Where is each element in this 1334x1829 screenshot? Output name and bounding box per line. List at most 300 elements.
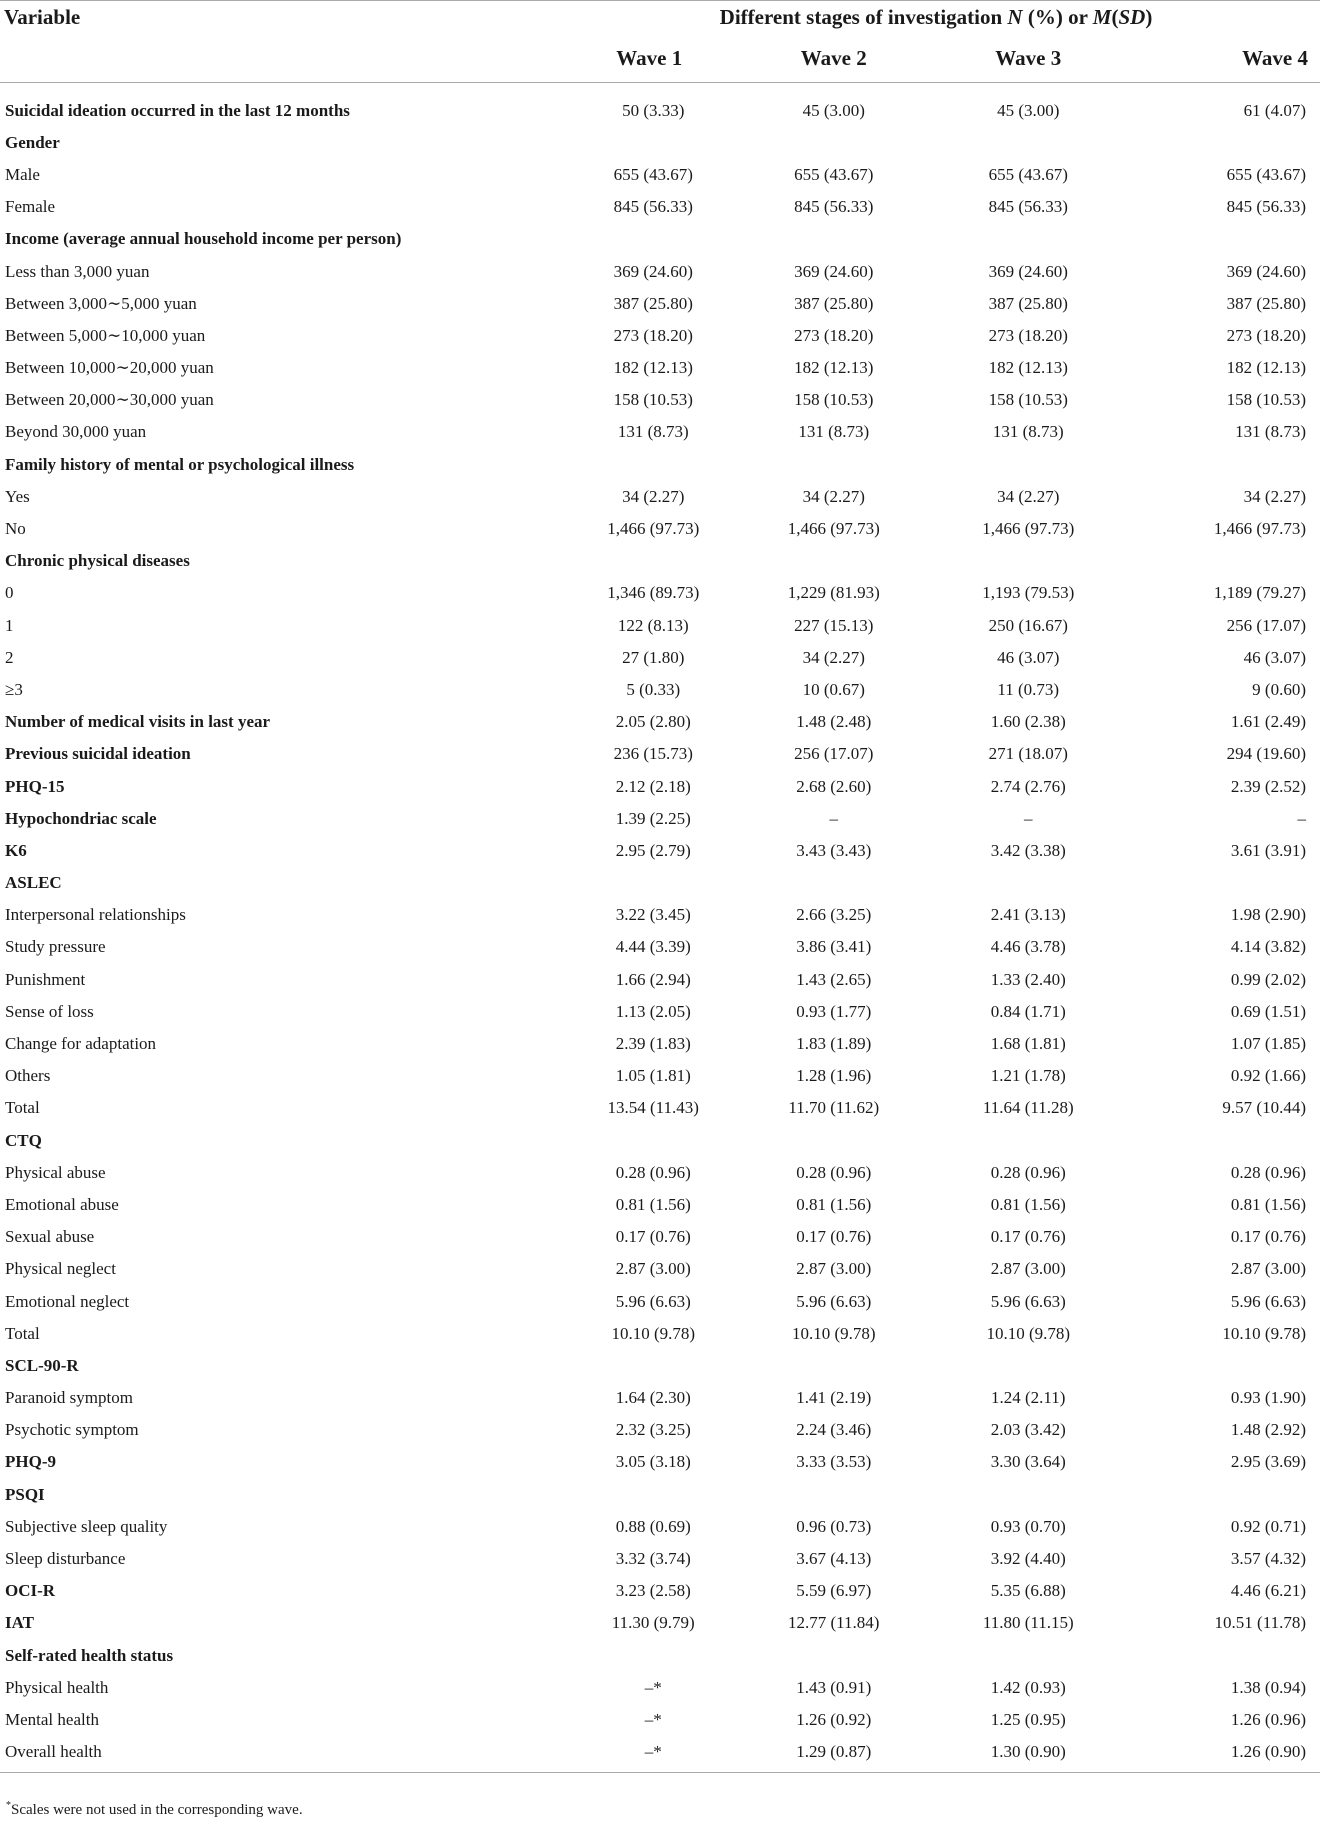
row-label: Family history of mental or psychological illness: [5, 454, 355, 474]
cell-wave-4: 1.07 (1.85): [1230, 1034, 1306, 1054]
cell-wave-4: 0.99 (2.02): [1230, 969, 1306, 989]
row-label: Sense of loss: [5, 1001, 94, 1021]
row-label: Punishment: [5, 969, 86, 989]
cell-wave-2: 131 (8.73): [798, 422, 870, 442]
row-label: Chronic physical diseases: [5, 551, 190, 571]
cell-wave-3: 273 (18.20): [988, 325, 1068, 345]
table-row: [0, 931, 1320, 963]
footnote-text: Scales were not used in the corresponding wave.: [11, 1802, 303, 1818]
cell-wave-3: [931, 867, 1126, 899]
cell-wave-2: 1,466 (97.73): [787, 519, 880, 539]
table-row: [0, 577, 1320, 609]
table-row: [0, 1028, 1320, 1060]
cell-wave-1: [542, 1479, 737, 1511]
row-label: 0: [5, 583, 14, 603]
cell-wave-1: [542, 223, 737, 255]
cell-wave-3: 1.25 (0.95): [990, 1709, 1066, 1729]
cell-wave-2: 34 (2.27): [802, 486, 865, 506]
cell-wave-1: 5.96 (6.63): [615, 1291, 691, 1311]
cell-wave-1: 2.12 (2.18): [615, 776, 691, 796]
cell-wave-3: 1.68 (1.81): [990, 1034, 1066, 1054]
cell-wave-3: 2.87 (3.00): [990, 1259, 1066, 1279]
cell-wave-4: 3.61 (3.91): [1230, 840, 1306, 860]
row-label: Physical abuse: [5, 1162, 106, 1182]
table-row: [0, 610, 1320, 642]
table-row: [0, 964, 1320, 996]
cell-wave-1: 1.05 (1.81): [615, 1066, 691, 1086]
cell-wave-1: –*: [644, 1709, 662, 1729]
cell-wave-4: 0.92 (1.66): [1230, 1066, 1306, 1086]
cell-wave-3: 3.92 (4.40): [990, 1549, 1066, 1569]
cell-wave-4: 273 (18.20): [1226, 325, 1306, 345]
cell-wave-3: 0.93 (0.70): [990, 1516, 1066, 1536]
cell-wave-2: 2.66 (3.25): [796, 905, 872, 925]
cell-wave-3: 0.17 (0.76): [990, 1227, 1066, 1247]
table-row: [0, 1285, 1320, 1317]
cell-wave-4: 0.92 (0.71): [1230, 1516, 1306, 1536]
table-row: [0, 899, 1320, 931]
cell-wave-3: 655 (43.67): [988, 164, 1068, 184]
row-label: Paranoid symptom: [5, 1388, 133, 1408]
table-row: [0, 191, 1320, 223]
table-row: [0, 706, 1320, 738]
cell-wave-2: 5.96 (6.63): [796, 1291, 872, 1311]
cell-wave-1: 122 (8.13): [617, 615, 689, 635]
cell-wave-2: 2.87 (3.00): [796, 1259, 872, 1279]
cell-wave-3: 46 (3.07): [997, 647, 1060, 667]
cell-wave-4: 0.17 (0.76): [1230, 1227, 1306, 1247]
cell-wave-1: 2.05 (2.80): [615, 712, 691, 732]
row-label: Suicidal ideation occurred in the last 12 months: [5, 100, 350, 120]
cell-wave-2: 1.28 (1.96): [796, 1066, 872, 1086]
cell-wave-4: 1.48 (2.92): [1230, 1420, 1306, 1440]
cell-wave-4: 3.57 (4.32): [1230, 1549, 1306, 1569]
row-label: Between 10,000∼20,000 yuan: [5, 358, 214, 378]
cell-wave-1: 34 (2.27): [622, 486, 685, 506]
table-row: [0, 674, 1320, 706]
cell-wave-4: 10.10 (9.78): [1222, 1323, 1306, 1343]
table-row: [0, 352, 1320, 384]
cell-wave-3: [931, 449, 1126, 481]
cell-wave-1: 158 (10.53): [613, 390, 693, 410]
cell-wave-2: 1.48 (2.48): [796, 712, 872, 732]
row-label: CTQ: [5, 1130, 42, 1150]
row-label: No: [5, 519, 26, 539]
cell-wave-3: –: [1024, 808, 1033, 828]
cell-wave-1: –*: [644, 1742, 662, 1762]
cell-wave-1: 131 (8.73): [617, 422, 689, 442]
table-row: [0, 513, 1320, 545]
table-row: [0, 1125, 1320, 1157]
cell-wave-2: 0.96 (0.73): [796, 1516, 872, 1536]
cell-wave-4: [1126, 867, 1321, 899]
cell-wave-2: 10 (0.67): [802, 679, 865, 699]
cell-wave-4: 0.28 (0.96): [1230, 1162, 1306, 1182]
cell-wave-3: 11 (0.73): [997, 679, 1060, 699]
cell-wave-3: [931, 1479, 1126, 1511]
wave-2-header: Wave 2: [737, 35, 932, 83]
table-row: [0, 545, 1320, 577]
wave-3-header: Wave 3: [931, 35, 1126, 83]
cell-wave-4: 9 (0.60): [1252, 679, 1306, 699]
row-label: Hypochondriac scale: [5, 808, 157, 828]
body-spacer: [0, 83, 1320, 95]
cell-wave-4: 2.39 (2.52): [1230, 776, 1306, 796]
row-label: 1: [5, 615, 14, 635]
cell-wave-4: 4.46 (6.21): [1230, 1581, 1306, 1601]
table-row: [0, 1414, 1320, 1446]
cell-wave-1: 3.22 (3.45): [615, 905, 691, 925]
cell-wave-4: [1126, 449, 1321, 481]
cell-wave-3: [931, 1640, 1126, 1672]
row-label: Less than 3,000 yuan: [5, 261, 150, 281]
cell-wave-2: 369 (24.60): [794, 261, 874, 281]
cell-wave-1: 2.95 (2.79): [615, 840, 691, 860]
row-label: Others: [5, 1066, 51, 1086]
table-row: [0, 1157, 1320, 1189]
table-row: [0, 320, 1320, 352]
table-row: [0, 1350, 1320, 1382]
cell-wave-1: 11.30 (9.79): [611, 1613, 695, 1633]
table-row: [0, 1575, 1320, 1607]
cell-wave-2: 1.43 (2.65): [796, 969, 872, 989]
cell-wave-1: 3.05 (3.18): [615, 1452, 691, 1472]
variable-column-header: Variable: [0, 1, 542, 35]
cell-wave-1: 50 (3.33): [622, 100, 685, 120]
cell-wave-3: 1.42 (0.93): [990, 1677, 1066, 1697]
cell-wave-3: 11.80 (11.15): [982, 1613, 1074, 1633]
cell-wave-3: 0.28 (0.96): [990, 1162, 1066, 1182]
table-row: [0, 481, 1320, 513]
cell-wave-3: 387 (25.80): [988, 293, 1068, 313]
cell-wave-2: [737, 1350, 932, 1382]
row-label: Physical health: [5, 1677, 109, 1697]
cell-wave-2: [737, 1479, 932, 1511]
cell-wave-3: [931, 223, 1126, 255]
cell-wave-1: [542, 127, 737, 159]
cell-wave-4: [1126, 1479, 1321, 1511]
table-row: [0, 1221, 1320, 1253]
cell-wave-4: [1126, 127, 1321, 159]
cell-wave-1: [542, 1125, 737, 1157]
cell-wave-3: 1.21 (1.78): [990, 1066, 1066, 1086]
table-body: [0, 83, 1320, 1769]
cell-wave-1: 3.32 (3.74): [615, 1549, 691, 1569]
table-row: [0, 1704, 1320, 1736]
cell-wave-4: 2.95 (3.69): [1230, 1452, 1306, 1472]
row-label: Female: [5, 197, 56, 217]
footnote: [6, 1802, 303, 1819]
table-row: [0, 127, 1320, 159]
cell-wave-1: [542, 1640, 737, 1672]
row-label: Physical neglect: [5, 1259, 116, 1279]
cell-wave-2: 2.24 (3.46): [796, 1420, 872, 1440]
cell-wave-2: [737, 223, 932, 255]
cell-wave-2: 1,229 (81.93): [787, 583, 880, 603]
cell-wave-2: 182 (12.13): [794, 358, 874, 378]
cell-wave-1: 1.64 (2.30): [615, 1388, 691, 1408]
cell-wave-1: 27 (1.80): [622, 647, 685, 667]
cell-wave-3: 158 (10.53): [988, 390, 1068, 410]
cell-wave-1: 13.54 (11.43): [607, 1098, 699, 1118]
cell-wave-2: 1.43 (0.91): [796, 1677, 872, 1697]
cell-wave-4: 46 (3.07): [1243, 647, 1306, 667]
cell-wave-1: 4.44 (3.39): [615, 937, 691, 957]
table-row: [0, 803, 1320, 835]
cell-wave-2: 256 (17.07): [794, 744, 874, 764]
cell-wave-1: 5 (0.33): [626, 679, 681, 699]
cell-wave-2: [737, 449, 932, 481]
wave-1-header: Wave 1: [542, 35, 737, 83]
cell-wave-1: –*: [644, 1677, 662, 1697]
cell-wave-1: 182 (12.13): [613, 358, 693, 378]
footnote-marker: *: [6, 1800, 11, 1811]
cell-wave-4: 845 (56.33): [1226, 197, 1306, 217]
cell-wave-4: 1.61 (2.49): [1230, 712, 1306, 732]
cell-wave-4: 5.96 (6.63): [1230, 1291, 1306, 1311]
table-row: [0, 1672, 1320, 1704]
cell-wave-1: 0.28 (0.96): [615, 1162, 691, 1182]
row-label: Total: [5, 1323, 40, 1343]
cell-wave-2: 3.67 (4.13): [796, 1549, 872, 1569]
cell-wave-4: 0.81 (1.56): [1230, 1194, 1306, 1214]
cell-wave-1: [542, 545, 737, 577]
cell-wave-3: [931, 1350, 1126, 1382]
cell-wave-4: [1126, 1350, 1321, 1382]
cell-wave-4: 9.57 (10.44): [1222, 1098, 1306, 1118]
cell-wave-2: 2.68 (2.60): [796, 776, 872, 796]
cell-wave-1: 2.87 (3.00): [615, 1259, 691, 1279]
cell-wave-2: [737, 545, 932, 577]
row-label: K6: [5, 840, 27, 860]
cell-wave-1: 655 (43.67): [613, 164, 693, 184]
row-label: Sleep disturbance: [5, 1549, 126, 1569]
cell-wave-3: [931, 127, 1126, 159]
row-label: Subjective sleep quality: [5, 1516, 168, 1536]
cell-wave-2: 158 (10.53): [794, 390, 874, 410]
cell-wave-1: [542, 1350, 737, 1382]
cell-wave-2: 273 (18.20): [794, 325, 874, 345]
cell-wave-4: [1126, 1640, 1321, 1672]
cell-wave-4: 294 (19.60): [1226, 744, 1306, 764]
cell-wave-1: 1,346 (89.73): [607, 583, 700, 603]
cell-wave-2: 0.93 (1.77): [796, 1001, 872, 1021]
cell-wave-2: [737, 127, 932, 159]
table-row: [0, 1640, 1320, 1672]
cell-wave-3: 845 (56.33): [988, 197, 1068, 217]
cell-wave-1: 236 (15.73): [613, 744, 693, 764]
table-row: [0, 416, 1320, 448]
cell-wave-1: 845 (56.33): [613, 197, 693, 217]
cell-wave-3: 182 (12.13): [988, 358, 1068, 378]
wave-4-header: Wave 4: [1126, 35, 1321, 83]
cell-wave-3: 0.81 (1.56): [990, 1194, 1066, 1214]
cell-wave-2: 5.59 (6.97): [796, 1581, 872, 1601]
cell-wave-4: 131 (8.73): [1235, 422, 1306, 442]
cell-wave-2: 3.43 (3.43): [796, 840, 872, 860]
cell-wave-3: 45 (3.00): [997, 100, 1060, 120]
cell-wave-2: 0.17 (0.76): [796, 1227, 872, 1247]
cell-wave-1: 0.81 (1.56): [615, 1194, 691, 1214]
table-row: [0, 159, 1320, 191]
row-label: Number of medical visits in last year: [5, 712, 271, 732]
cell-wave-4: 4.14 (3.82): [1230, 937, 1306, 957]
cell-wave-4: [1126, 545, 1321, 577]
cell-wave-2: 10.10 (9.78): [791, 1323, 876, 1343]
row-label: Between 3,000∼5,000 yuan: [5, 293, 197, 313]
cell-wave-3: [931, 545, 1126, 577]
cell-wave-4: 369 (24.60): [1226, 261, 1306, 281]
row-label: Gender: [5, 132, 60, 152]
table-row: [0, 1511, 1320, 1543]
table-row: [0, 1318, 1320, 1350]
cell-wave-3: 11.64 (11.28): [982, 1098, 1074, 1118]
cell-wave-2: 387 (25.80): [794, 293, 874, 313]
table-row: [0, 1607, 1320, 1639]
cell-wave-2: 12.77 (11.84): [788, 1613, 880, 1633]
row-label: PHQ-15: [5, 776, 65, 796]
cell-wave-1: [542, 449, 737, 481]
cell-wave-3: 369 (24.60): [988, 261, 1068, 281]
row-label: 2: [5, 647, 14, 667]
cell-wave-3: 3.30 (3.64): [990, 1452, 1066, 1472]
table-row: [0, 738, 1320, 770]
row-label: ASLEC: [5, 873, 62, 893]
cell-wave-2: [737, 1640, 932, 1672]
cell-wave-3: 2.03 (3.42): [990, 1420, 1066, 1440]
cell-wave-2: 0.81 (1.56): [796, 1194, 872, 1214]
cell-wave-1: 387 (25.80): [613, 293, 693, 313]
cell-wave-1: 369 (24.60): [613, 261, 693, 281]
cell-wave-2: [737, 867, 932, 899]
cell-wave-4: [1126, 1125, 1321, 1157]
header-spacer: [0, 35, 542, 83]
table-row: [0, 1382, 1320, 1414]
cell-wave-2: 227 (15.13): [794, 615, 874, 635]
cell-wave-3: 2.74 (2.76): [990, 776, 1066, 796]
row-label: Study pressure: [5, 937, 106, 957]
cell-wave-2: 655 (43.67): [794, 164, 874, 184]
stages-span-header: Different stages of investigation N (%) or M(SD): [542, 1, 1320, 35]
cell-wave-3: 10.10 (9.78): [986, 1323, 1071, 1343]
cell-wave-1: 0.88 (0.69): [615, 1516, 691, 1536]
cell-wave-1: 1.39 (2.25): [615, 808, 691, 828]
table-row: [0, 1092, 1320, 1124]
cell-wave-2: [737, 1125, 932, 1157]
cell-wave-1: 3.23 (2.58): [615, 1581, 691, 1601]
cell-wave-1: 1.66 (2.94): [615, 969, 691, 989]
row-label: Emotional abuse: [5, 1194, 119, 1214]
cell-wave-3: 5.96 (6.63): [990, 1291, 1066, 1311]
cell-wave-2: 1.26 (0.92): [796, 1709, 872, 1729]
row-label: Yes: [5, 486, 30, 506]
row-label: Beyond 30,000 yuan: [5, 422, 147, 442]
cell-wave-4: 1.26 (0.96): [1230, 1709, 1306, 1729]
cell-wave-1: 273 (18.20): [613, 325, 693, 345]
row-label: IAT: [5, 1613, 34, 1633]
cell-wave-4: 34 (2.27): [1243, 486, 1306, 506]
table-row: [0, 1543, 1320, 1575]
row-label: Between 20,000∼30,000 yuan: [5, 390, 214, 410]
cell-wave-4: –: [1297, 808, 1306, 828]
table-row: [0, 95, 1320, 127]
cell-wave-4: 256 (17.07): [1226, 615, 1306, 635]
cell-wave-3: 0.84 (1.71): [990, 1001, 1066, 1021]
row-label: Total: [5, 1098, 40, 1118]
row-label: Income (average annual household income per person): [5, 229, 402, 249]
row-label: PHQ-9: [5, 1452, 56, 1472]
cell-wave-4: 387 (25.80): [1226, 293, 1306, 313]
cell-wave-4: 0.93 (1.90): [1230, 1388, 1306, 1408]
table-bottom-rule: [0, 1772, 1320, 1773]
table-row: [0, 1060, 1320, 1092]
cell-wave-3: [931, 1125, 1126, 1157]
row-label: Interpersonal relationships: [5, 905, 186, 925]
row-label: PSQI: [5, 1484, 45, 1504]
cell-wave-3: 1.30 (0.90): [990, 1742, 1066, 1762]
cell-wave-4: 61 (4.07): [1243, 100, 1306, 120]
table-header: [0, 1, 1320, 83]
cell-wave-2: 3.86 (3.41): [796, 937, 872, 957]
row-label: Self-rated health status: [5, 1645, 174, 1665]
table-row: [0, 1189, 1320, 1221]
cell-wave-3: 1,466 (97.73): [982, 519, 1075, 539]
cell-wave-4: 0.69 (1.51): [1230, 1001, 1306, 1021]
cell-wave-3: 1.60 (2.38): [990, 712, 1066, 732]
cell-wave-4: 1.26 (0.90): [1230, 1742, 1306, 1762]
cell-wave-1: 2.32 (3.25): [615, 1420, 691, 1440]
cell-wave-2: 45 (3.00): [802, 100, 865, 120]
cell-wave-4: 10.51 (11.78): [1214, 1613, 1306, 1633]
row-label: Change for adaptation: [5, 1034, 157, 1054]
cell-wave-4: 1.98 (2.90): [1230, 905, 1306, 925]
cell-wave-1: [542, 867, 737, 899]
cell-wave-2: 0.28 (0.96): [796, 1162, 872, 1182]
cell-wave-4: 2.87 (3.00): [1230, 1259, 1306, 1279]
cell-wave-2: 1.83 (1.89): [796, 1034, 872, 1054]
table-row: [0, 642, 1320, 674]
row-label: Previous suicidal ideation: [5, 744, 191, 764]
cell-wave-3: 34 (2.27): [997, 486, 1060, 506]
table-row: [0, 867, 1320, 899]
cell-wave-4: 1.38 (0.94): [1230, 1677, 1306, 1697]
row-label: OCI-R: [5, 1581, 56, 1601]
cell-wave-3: 2.41 (3.13): [990, 905, 1066, 925]
table-row: [0, 1736, 1320, 1768]
cell-wave-2: 1.29 (0.87): [796, 1742, 872, 1762]
table-row: [0, 770, 1320, 802]
cell-wave-3: 250 (16.67): [988, 615, 1068, 635]
row-label: Male: [5, 164, 40, 184]
cell-wave-4: [1126, 223, 1321, 255]
row-label: Overall health: [5, 1742, 102, 1762]
row-label: SCL-90-R: [5, 1355, 79, 1375]
table-row: [0, 449, 1320, 481]
table-row: [0, 1479, 1320, 1511]
row-label: Sexual abuse: [5, 1227, 95, 1247]
cell-wave-2: 3.33 (3.53): [796, 1452, 872, 1472]
row-label: Mental health: [5, 1709, 99, 1729]
cell-wave-3: 271 (18.07): [988, 744, 1068, 764]
cell-wave-4: 1,189 (79.27): [1213, 583, 1306, 603]
cell-wave-1: 0.17 (0.76): [615, 1227, 691, 1247]
cell-wave-1: 1.13 (2.05): [615, 1001, 691, 1021]
cell-wave-4: 158 (10.53): [1226, 390, 1306, 410]
cell-wave-1: 2.39 (1.83): [615, 1034, 691, 1054]
cell-wave-3: 1,193 (79.53): [982, 583, 1075, 603]
row-label: ≥3: [5, 679, 23, 699]
cell-wave-3: 3.42 (3.38): [990, 840, 1066, 860]
